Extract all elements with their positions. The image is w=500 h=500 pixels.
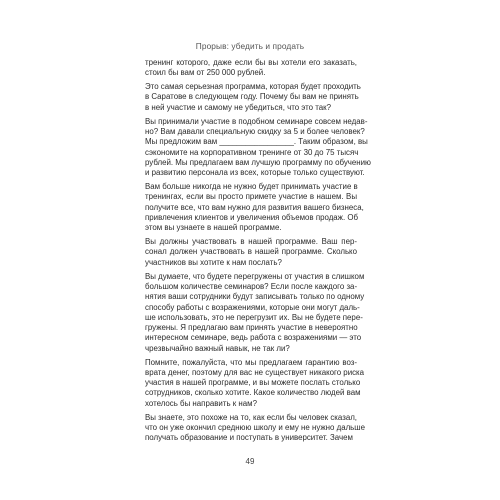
text-line: этом вы узнаете в нашей программе. bbox=[145, 223, 282, 233]
text-line: рублей. Мы предлагаем вам лучшую программу по обучению bbox=[145, 157, 371, 167]
text-line: хотелось бы направить к нам? bbox=[145, 398, 257, 408]
text-line: Вы принимали участие в подобном семинаре совсем недав- bbox=[145, 116, 368, 126]
text-line: нятия ваши сотрудники будут записывать только по одному bbox=[145, 292, 365, 302]
text-line: Вам больше никогда не нужно будет принимать участие в bbox=[145, 182, 358, 192]
text-line: Вы думаете, что будете перегружены от участия в слишком bbox=[145, 271, 365, 281]
text-line: интересном семинаре, ведь работа с возражениями — это bbox=[145, 333, 362, 343]
text-line: в Саратове в следующем году. Почему бы вам не принять bbox=[145, 92, 359, 102]
paragraph bbox=[145, 271, 365, 354]
text-line: тренинг которого, даже если бы вы хотели его заказать, bbox=[145, 58, 357, 67]
text-line: тренингах, если вы просто примете участие в нашем. Вы bbox=[145, 192, 357, 202]
text-line: сэкономите на корпоративном тренинге от 30 до 75 тысяч bbox=[145, 147, 359, 157]
paragraph bbox=[145, 58, 357, 79]
paragraph bbox=[145, 82, 361, 113]
text-line: привлечения клиентов и увеличения объемов продаж. Об bbox=[145, 212, 359, 222]
paragraph bbox=[145, 237, 357, 268]
text-line: сотрудников, сколько хотите. Какое количество людей вам bbox=[145, 388, 361, 398]
text-line: участников вы хотите к нам послать? bbox=[145, 257, 282, 267]
text-line: Вы должны участвовать в нашей программе. Ваш пер- bbox=[145, 237, 357, 247]
text-line: Помните, пожалуйста, что мы предлагаем гарантию воз- bbox=[145, 357, 357, 367]
running-head: Прорыв: убедить и продать bbox=[195, 41, 305, 51]
text-line: получать образование и поступать в университет. Зачем bbox=[145, 433, 353, 443]
text-line: Это самая серьезная программа, которая будет проходить bbox=[145, 82, 361, 92]
text-line: чрезвычайно важный навык, не так ли? bbox=[145, 343, 290, 353]
paragraph bbox=[145, 412, 366, 444]
paragraph bbox=[145, 182, 364, 233]
text-line: врата денег, поэтому для вас не существует никакого риска bbox=[145, 367, 365, 377]
text-line: гружены. Я предлагаю вам принять участие в невероятно bbox=[145, 323, 358, 333]
page-number: 49 bbox=[245, 457, 255, 466]
text-line: и развитию персонала из всех, которые только существуют. bbox=[145, 168, 365, 178]
text-line: участия в нашей программе, и вы можете послать столько bbox=[145, 378, 361, 388]
text-line: получите все, что вам нужно для развития вашего бизнеса, bbox=[145, 202, 364, 212]
text-line: ше использовать, это не перегрузит их. Вы не будете пере- bbox=[145, 312, 363, 322]
text-line: но? Вам давали специальную скидку за 5 и более человек? bbox=[145, 126, 365, 136]
text-line: стоил бы вам от 250 000 рублей. bbox=[145, 68, 266, 78]
text-line: большом количестве семинаров? Если после каждого за- bbox=[145, 281, 358, 291]
paragraph bbox=[145, 357, 365, 409]
text-line: сонал должен участвовать в нашей программе. Сколько bbox=[145, 247, 357, 257]
text-line: в ней участие и самому не убедиться, что это так? bbox=[145, 102, 332, 112]
text-line: способу работы с возражениями, которые они могут даль- bbox=[145, 302, 360, 312]
text-line: Мы предложим вам _________________. Таким образом, вы bbox=[145, 137, 368, 147]
body-text bbox=[145, 58, 371, 447]
text-line: что он уже окончил среднюю школу и ему не нужно дальше bbox=[145, 422, 366, 432]
paragraph bbox=[145, 116, 371, 179]
text-line: Вы знаете, это похоже на то, как если бы человек сказал, bbox=[145, 412, 357, 422]
